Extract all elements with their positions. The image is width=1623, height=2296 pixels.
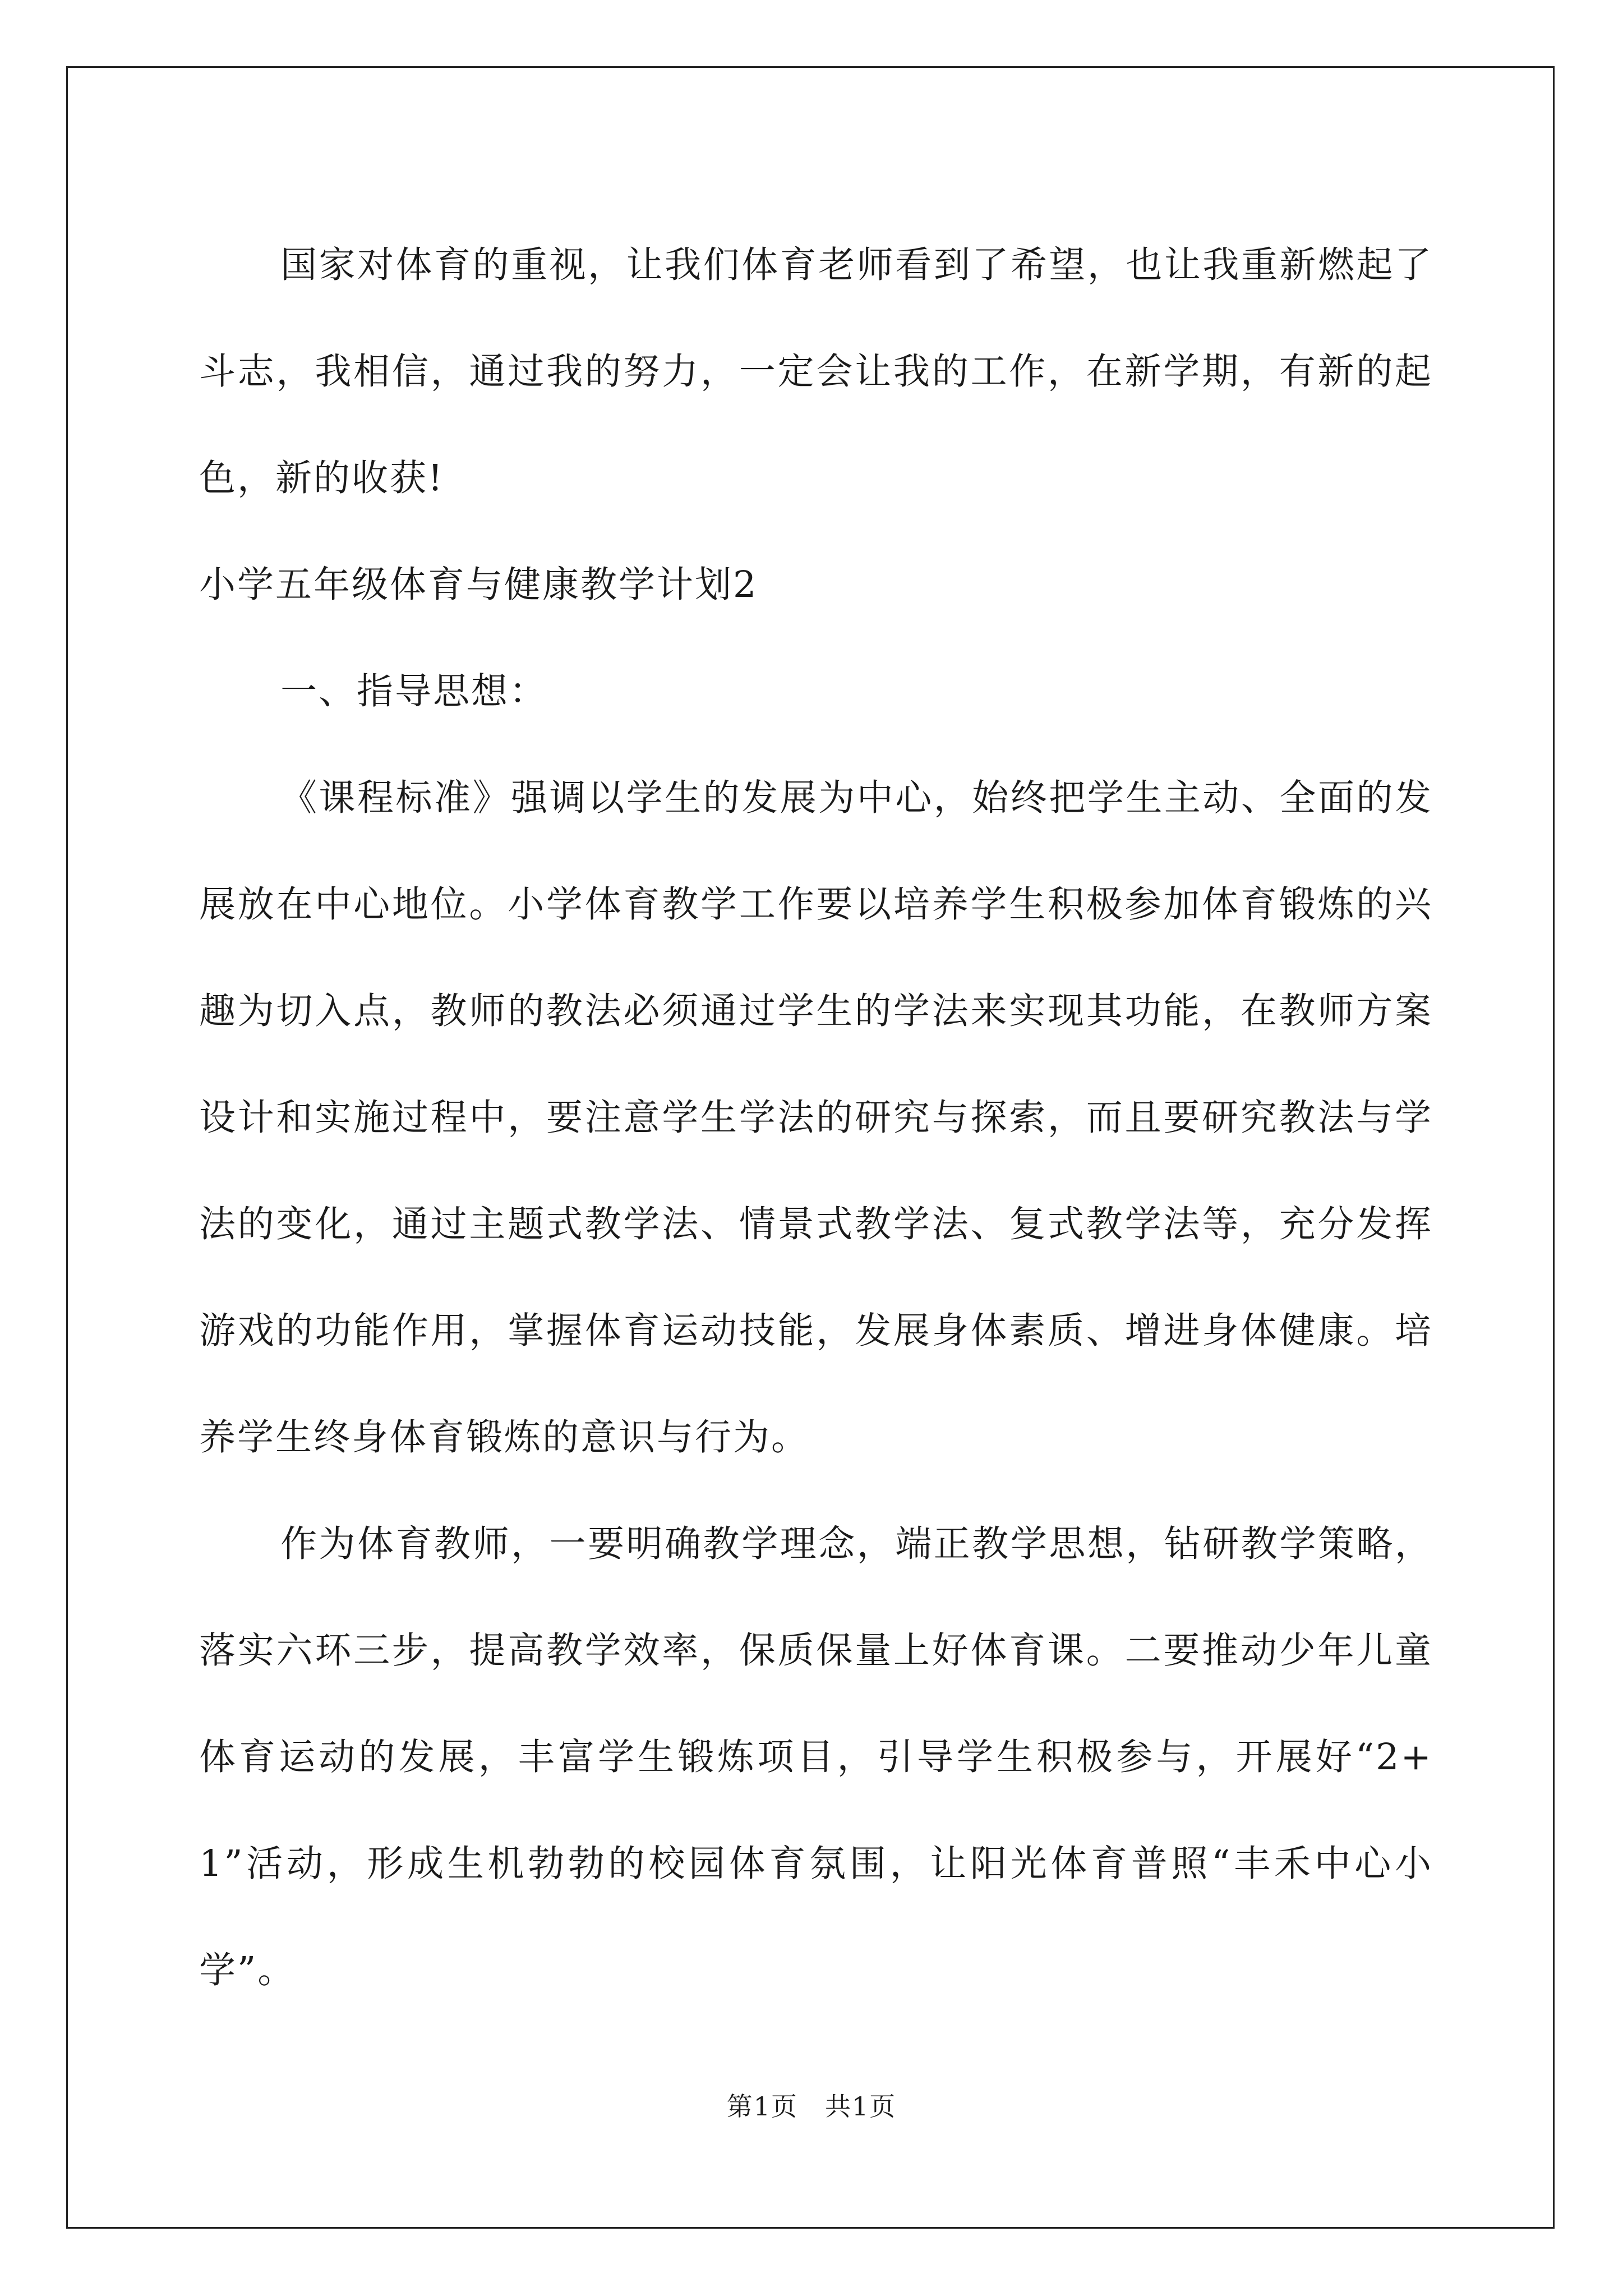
document-body bbox=[199, 212, 1433, 2024]
page-number-footer: 第1页 共1页 bbox=[726, 2091, 897, 2122]
document-title: 小学五年级体育与健康教学计划2 bbox=[199, 564, 758, 606]
paragraph-curriculum-standard: 《课程标准》强调以学生的发展为中心，始终把学生主动、全面的发展放在中心地位。小学体育教学工作要以培养学生积极参加体育锻炼的兴趣为切入点，教师的教法必须通过学生的学法来实现其功能，在教师方案设计和实施过程中，要注意学生学法的研究与探索，而且要研究教法与学法的变化，通过主题式教学法、情景式教学法、复式教学法等，充分发挥游戏的功能作用，掌握体育运动技能，发展身体素质、增进身体健康。培养学生终身体育锻炼的意识与行为。 bbox=[199, 777, 1433, 1458]
paragraph-closing: 国家对体育的重视，让我们体育老师看到了希望，也让我重新燃起了斗志，我相信，通过我的努力，一定会让我的工作，在新学期，有新的起色，新的收获! bbox=[199, 244, 1433, 499]
paragraph-teacher-duties: 作为体育教师，一要明确教学理念，端正教学思想，钻研教学策略，落实六环三步，提高教学效率，保质保量上好体育课。二要推动少年儿童体育运动的发展，丰富学生锻炼项目，引导学生积极参与，开展好“2+1”活动，形成生机勃勃的校园体育氛围，让阳光体育普照“丰禾中心小学”。 bbox=[199, 1523, 1433, 1991]
section-heading-guiding-ideology: 一、指导思想： bbox=[280, 670, 548, 712]
